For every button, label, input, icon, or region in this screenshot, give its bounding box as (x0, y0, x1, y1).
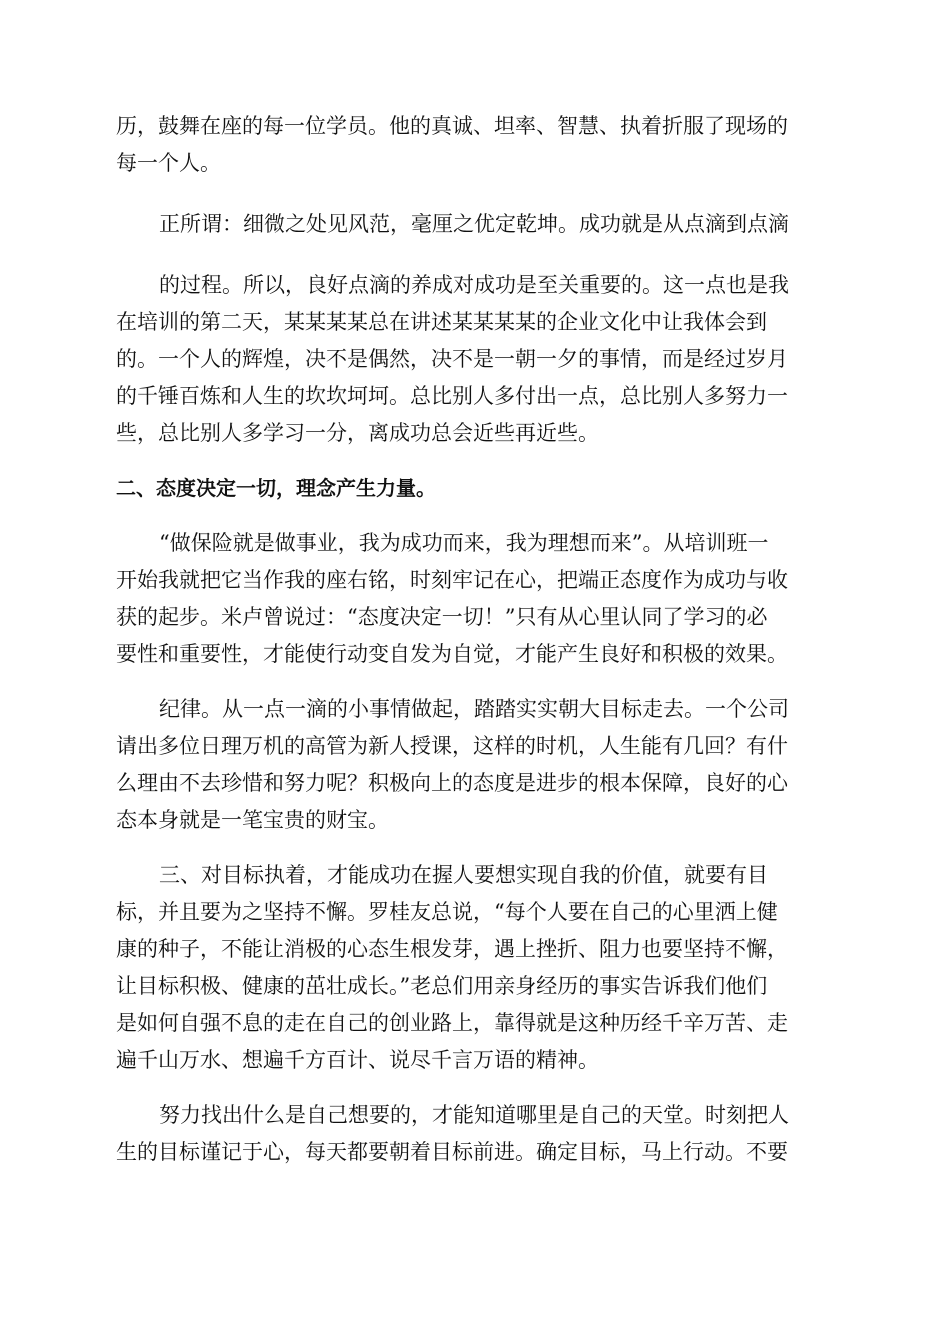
text-line: 获的起步。米卢曾说过：“态度决定一切！”只有从心里认同了学习的必 (116, 605, 768, 629)
text-line: 标，并且要为之坚持不懈。罗桂友总说，“每个人要在自己的心里洒上健 (116, 900, 778, 924)
paragraph-success-process (116, 267, 836, 452)
text-line: 生的目标谨记于心，每天都要朝着目标前进。确定目标，马上行动。不要 (116, 1140, 788, 1164)
paragraph-discipline (116, 691, 836, 839)
text-line: 请出多位日理万机的高管为新人授课，这样的时机，人生能有几回？有什 (116, 734, 788, 758)
text-line: 态本身就是一笔宝贵的财宝。 (116, 808, 389, 832)
text-line: 是如何自强不息的走在自己的创业路上，靠得就是这种历经千辛万苦、走 (116, 1011, 788, 1035)
text-line: 么理由不去珍惜和努力呢？积极向上的态度是进步的根本保障，良好的心 (116, 771, 788, 795)
paragraph-quote-saying (116, 206, 836, 243)
text-line: 的千锤百炼和人生的坎坎坷坷。总比别人多付出一点，总比别人多努力一 (116, 384, 788, 408)
text-line: 的过程。所以，良好点滴的养成对成功是至关重要的。这一点也是我 (159, 273, 789, 297)
text-line: 遍千山万水、想遍千方百计、说尽千言万语的精神。 (116, 1048, 599, 1072)
paragraph-attitude (116, 525, 836, 673)
text-line: 正所谓：细微之处见风范，毫厘之优定乾坤。成功就是从点滴到点滴 (159, 212, 789, 236)
text-line: “做保险就是做事业，我为成功而来，我为理想而来”。从培训班一 (159, 531, 769, 555)
text-line: 每一个人。 (116, 151, 221, 175)
text-line: 康的种子，不能让消极的心态生根发芽，遇上挫折、阻力也要坚持不懈， (116, 937, 788, 961)
text-line: 些，总比别人多学习一分，离成功总会近些再近些。 (116, 421, 599, 445)
paragraph-find-goal (116, 1097, 836, 1171)
section-heading (116, 470, 836, 507)
text-line: 三、对目标执着，才能成功在握人要想实现自我的价值，就要有目 (159, 863, 768, 887)
text-line: 的。一个人的辉煌，决不是偶然，决不是一朝一夕的事情，而是经过岁月 (116, 347, 788, 371)
text-line: 纪律。从一点一滴的小事情做起，踏踏实实朝大目标走去。一个公司 (159, 697, 789, 721)
document-page (116, 108, 836, 1171)
text-line: 历，鼓舞在座的每一位学员。他的真诚、坦率、智慧、执着折服了现场的 (116, 114, 788, 138)
text-line: 让目标积极、健康的茁壮成长。”老总们用亲身经历的事实告诉我们他们 (116, 974, 768, 998)
heading-text: 二、态度决定一切，理念产生力量。 (116, 476, 436, 500)
text-line: 要性和重要性，才能使行动变自发为自觉，才能产生良好和积极的效果。 (116, 642, 788, 666)
paragraph-goal-persistence (116, 857, 836, 1079)
text-line: 开始我就把它当作我的座右铭，时刻牢记在心，把端正态度作为成功与收 (116, 568, 788, 592)
paragraph-continued (116, 108, 836, 182)
text-line: 努力找出什么是自己想要的，才能知道哪里是自己的天堂。时刻把人 (159, 1103, 789, 1127)
text-line: 在培训的第二天，某某某某总在讲述某某某某的企业文化中让我体会到 (116, 310, 767, 334)
